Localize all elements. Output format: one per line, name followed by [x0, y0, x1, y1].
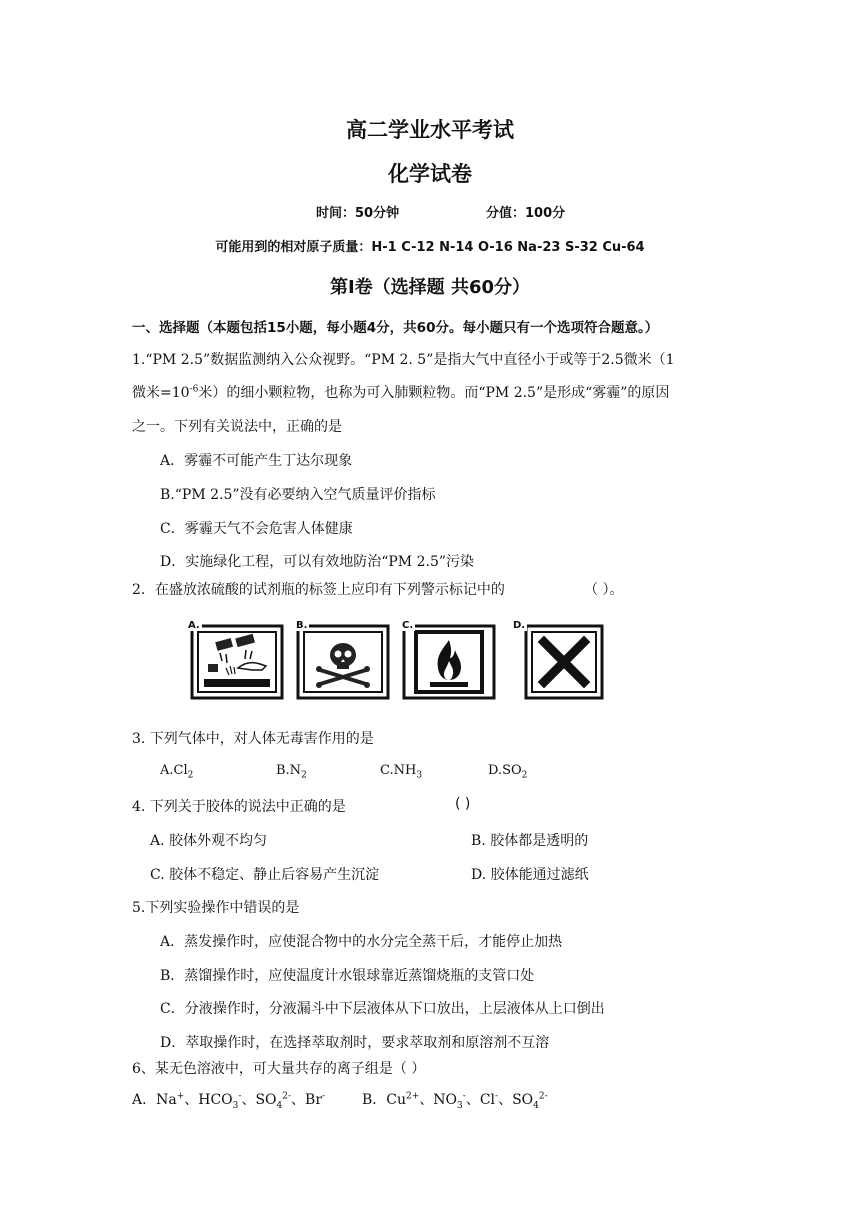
q6-a-br: 、Br	[291, 1092, 323, 1108]
q6-a-na-charge: +	[176, 1091, 185, 1102]
q6-a-hco3-charge: -	[238, 1091, 242, 1102]
part1-instruction: 一、选择题（本题包括15小题，每小题4分，共60分。每小题只有一个选项符合题意。）	[132, 320, 659, 336]
q2-label-a: A.	[188, 620, 200, 631]
q3-b-sub: 2	[301, 770, 307, 781]
q6-b-cu-charge: 2+	[406, 1091, 420, 1102]
q1-option-b: B.“PM 2.5”没有必要纳入空气质量评价指标	[160, 487, 436, 503]
q6-b-no3-sub: 3	[457, 1100, 463, 1111]
q3-option-d	[488, 763, 528, 781]
corrosive-icon	[190, 620, 284, 700]
q1-line3: 之一。下列有关说法中，正确的是	[132, 419, 342, 435]
q4-option-d: D. 胶体能通过滤纸	[471, 867, 589, 883]
atomic-masses: 可能用到的相对原子质量：H-1 C-12 N-14 O-16 Na-23 S-32 Cu-64	[215, 240, 645, 255]
exam-title: 高二学业水平考试	[346, 118, 514, 142]
q2-label-d: D.	[513, 620, 526, 631]
q3-option-c	[380, 763, 423, 781]
q6-b-no3-charge: -	[462, 1091, 466, 1102]
q4-stem: 4. 下列关于胶体的说法中正确的是	[132, 799, 346, 815]
q2-paren: （ ）。	[584, 582, 624, 598]
q5-option-b: B．蒸馏操作时，应使温度计水银球靠近蒸馏烧瓶的支管口处	[160, 968, 535, 984]
q3-a-text: A.Cl	[160, 763, 188, 778]
q6-a-so4: 、SO	[241, 1092, 277, 1108]
q6-a-na: A．Na	[132, 1092, 177, 1108]
q3-c-text: C.NH	[380, 763, 417, 778]
q5-option-a: A．蒸发操作时，应使混合物中的水分完全蒸干后，才能停止加热	[160, 934, 563, 950]
q4-option-c: C. 胶体不稳定、静止后容易产生沉淀	[150, 867, 380, 883]
q4-paren: ( )	[455, 796, 471, 812]
toxic-skull-icon	[296, 620, 390, 700]
q6-b-no3: 、NO	[419, 1092, 458, 1108]
q6-stem: 6、某无色溶液中，可大量共存的离子组是（ ）	[132, 1061, 426, 1077]
q3-b-text: B.N	[276, 763, 302, 778]
q3-stem: 3. 下列气体中，对人体无毒害作用的是	[132, 731, 374, 747]
exam-subtitle: 化学试卷	[388, 162, 472, 186]
q6-a-hco3: 、HCO	[184, 1092, 233, 1108]
q4-option-b: B. 胶体都是透明的	[471, 833, 589, 849]
q6-a-br-charge: -	[322, 1091, 326, 1102]
q3-d-sub: 2	[521, 770, 528, 781]
q6-b-cl-charge: -	[495, 1091, 499, 1102]
q2-label-b: B.	[296, 620, 308, 631]
q6-b-so4-sub: 4	[533, 1100, 539, 1111]
q1-line2-end: 米）的细小颗粒物，也称为可入肺颗粒物。而“PM 2.5”是形成“雾霾”的原因	[198, 385, 670, 401]
flammable-flame-icon	[402, 620, 496, 700]
q1-line1: 1.“PM 2.5”数据监测纳入公众视野。“PM 2. 5”是指大气中直径小于或等于2.5微米（1	[132, 352, 675, 368]
q3-d-text: D.SO	[488, 763, 522, 778]
q2-stem: 2．在盛放浓硫酸的试剂瓶的标签上应印有下列警示标记中的	[132, 582, 505, 598]
harmful-x-icon	[510, 620, 604, 700]
q6-b-cl: 、Cl	[465, 1092, 496, 1108]
q6-a-so4-charge: 2-	[282, 1091, 292, 1102]
q2-label-c: C.	[402, 620, 414, 631]
q6-b-so4: 、SO	[498, 1092, 534, 1108]
part1-title: 第Ⅰ卷（选择题 共60分）	[329, 277, 530, 298]
q1-option-a: A．雾霾不可能产生丁达尔现象	[160, 453, 353, 469]
q1-exponent: -6	[189, 384, 199, 395]
q3-option-a	[160, 763, 194, 781]
q6-b-cu: B．Cu	[362, 1092, 407, 1108]
q5-option-d: D．萃取操作时，在选择萃取剂时，要求萃取剂和原溶剂不互溶	[160, 1035, 550, 1051]
q6-a-hco3-sub: 3	[232, 1100, 239, 1111]
q4-option-a: A. 胶体外观不均匀	[150, 833, 268, 849]
q1-line2	[132, 382, 669, 402]
q3-a-sub: 2	[187, 770, 194, 781]
q6-option-a	[132, 1089, 325, 1109]
q5-option-c: C．分液操作时，分液漏斗中下层液体从下口放出，上层液体从上口倒出	[160, 1001, 605, 1017]
q1-line2-start: 微米=10	[132, 385, 190, 401]
q1-option-d: D．实施绿化工程，可以有效地防治“PM 2.5”污染	[160, 554, 475, 570]
q3-option-b	[276, 763, 307, 781]
exam-score: 分值：100分	[486, 206, 566, 221]
q6-b-so4-charge: 2-	[538, 1091, 548, 1102]
q1-option-c: C．雾霾天气不会危害人体健康	[160, 521, 353, 537]
q5-stem: 5.下列实验操作中错误的是	[132, 900, 300, 916]
q6-option-b	[362, 1089, 548, 1109]
exam-time: 时间：50分钟	[316, 206, 400, 221]
q6-a-so4-sub: 4	[276, 1100, 283, 1111]
q3-c-sub: 3	[416, 770, 423, 781]
